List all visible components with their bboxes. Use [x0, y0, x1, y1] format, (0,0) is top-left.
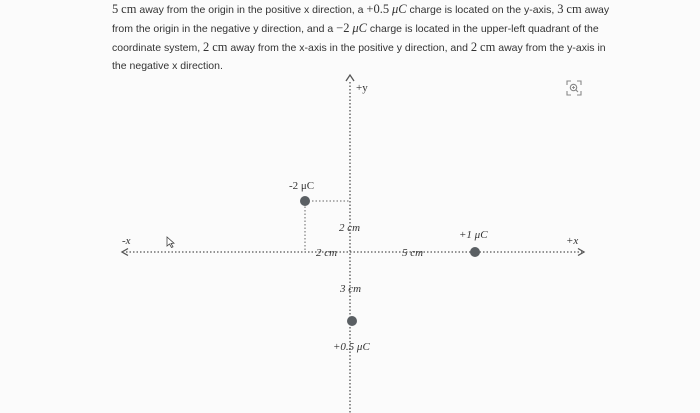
problem-text-part: away from the origin in the positive x direction, a — [136, 4, 367, 16]
charge-pos05-dot — [347, 316, 357, 326]
unit-cm: cm — [566, 2, 582, 16]
distance-label-3cm: 3 cm — [340, 283, 362, 295]
axis-label-plus-y: +y — [356, 82, 368, 94]
distance-label-2cm-vertical: 2 cm — [339, 222, 361, 234]
value-2: 2 — [470, 40, 478, 54]
problem-text-part: charge is located in the upper-left quadrant of the coordinate system, — [112, 23, 599, 54]
value-3: 3 — [557, 2, 564, 16]
unit-cm: cm — [480, 40, 496, 54]
problem-text-part: away from the origin in the negative y direction, and a — [112, 4, 610, 35]
distance-label-2cm-horizontal: 2 cm — [316, 247, 338, 259]
charge-pos1-dot — [470, 247, 480, 257]
zoom-icon[interactable] — [566, 80, 582, 96]
y-axis-arrowhead — [346, 75, 354, 81]
value-2: 2 — [203, 40, 210, 54]
problem-text-part: charge is located on the y-axis, — [406, 4, 558, 16]
value-5: 5 — [112, 2, 119, 16]
cursor-arrow-icon — [167, 237, 174, 248]
unit-cm: cm — [121, 2, 137, 16]
charge-label-neg2: -2 μC — [289, 180, 315, 192]
problem-text-part: away from the x-axis in the positive y direction, and — [227, 42, 471, 54]
axis-label-minus-x: -x — [122, 235, 131, 247]
charge-label-pos05: +0.5 μC — [333, 341, 370, 353]
charge-label-pos1: +1 μC — [459, 229, 488, 241]
charge-neg2-dot — [300, 196, 310, 206]
axis-label-plus-x: +x — [566, 235, 579, 247]
value-minus-2: −2 — [336, 21, 350, 35]
unit-cm: cm — [212, 40, 228, 54]
problem-text-part: away from the y-axis in the negative x direction. — [112, 42, 606, 72]
unit-microcoulomb: μC — [392, 2, 407, 16]
value-plus-0-5: +0.5 — [366, 2, 390, 16]
distance-label-5cm: 5 cm — [402, 247, 424, 259]
unit-microcoulomb: μC — [352, 21, 367, 35]
